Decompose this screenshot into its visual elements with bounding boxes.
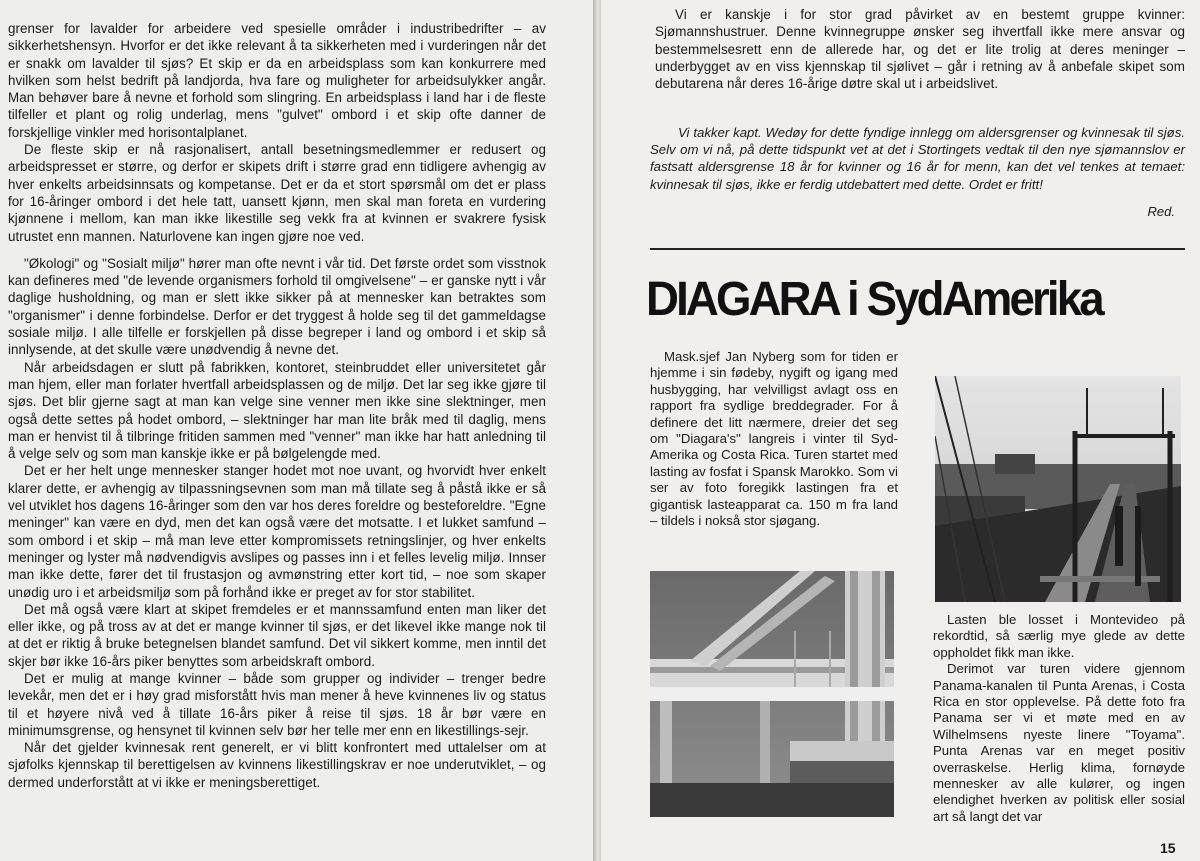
- editor-note-text: Vi takker kapt. Wedøy for dette fyndige innlegg om aldersgrenser og kvinnesak til sjøs. Selv om vi nå, på dette tidspunkt vet at det i Stortingets vedtak til den nye sjømannslov er fastsatt aldersgrense 18 år for kvinner og 16 år for menn, kan det vel tenkes at temaet: kvinnesak til sjøs, ikke er ferdig utdebattert med dette. Ordet er fritt!: [650, 125, 1185, 192]
- left-page: [0, 0, 593, 861]
- editor-note: [650, 124, 1185, 193]
- left-article-column: [8, 20, 546, 791]
- editor-signature: Red.: [1147, 204, 1175, 219]
- photo-caption-column: [933, 612, 1185, 825]
- left-paragraph-2: De fleste skip er nå rasjonalisert, antall besetningsmedlemmer er redusert og arbeidspresset er større, og derfor er skipets drift i større grad enn tidligere avhengig av hver enkelts arbeidsinnsats og kompetanse. Det er da et stort spørsmål om det er plass for 16-åringer ombord i det hele tatt, uansett kjønn, men skal man foreta en vurdering kjønnene i mellom, kan man ikke likestille seg vekk fra at kvinnen er svakrere fysisk utrustet enn mannen. Naturlovene kan ingen gjøre noe ved.: [8, 142, 546, 244]
- right-intro-paragraph: Vi er kanskje i for stor grad påvirket av en bestemt gruppe kvinner: Sjømannshustruer. Denne kvinnegruppe ønsker seg ihvertfall ikke mere ansvar og bestemmelsesrett enn de allerede har, og det er lite trolig at deres meninger – underbygget av en viss kjennskap til sjølivet – går i retning av å anbefale skipet som debutarena når deres 16-årige døtre skal ut i arbeidslivet.: [655, 7, 1185, 92]
- loading-crane-illustration: [650, 571, 894, 817]
- page-gutter: [593, 0, 601, 861]
- ship-deck-illustration: [935, 376, 1181, 602]
- section-divider: [650, 248, 1185, 250]
- left-paragraph-6: Det må også være klart at skipet fremdeles er et mannssamfund enten man liker det eller ikke, og på tross av at det er mange kvinner til sjøs, er det likevel ikke mange nok til at det er riktig å bruke betegnelsen blandet samfund. Det vil sikkert komme, men inntil det skjer bør ikke 16-års piker benyttes som arbeidskraft ombord.: [8, 601, 546, 669]
- caption-paragraph-2: Derimot var turen videre gjennom Panama-kanalen til Punta Arenas, i Costa Rica en stor opplevelse. På dette foto fra Panama ser vi et møte med en av Wilhelmsens nyeste linere "Toyama". Punta Arenas var en meget positiv overraskelse. Herlig klima, fornøyde mennesker av alle kulører, og ingen elendighet hverken av politisk eller sosial art så langt det var: [933, 661, 1185, 824]
- right-intro-text: [655, 6, 1185, 92]
- caption-paragraph-1: Lasten ble losset i Montevideo på rekordtid, så særlig mye glede av dette oppholdet fikk man ikke.: [933, 612, 1185, 660]
- page-number: 15: [1160, 840, 1176, 856]
- left-paragraph-1: grenser for lavalder for arbeidere ved spesielle områder i industribedrifter – av sikkerhetshensyn. Hvorfor er det ikke relevant å ta sikkerheten med i vurderingen når det er snakk om lavalder til sjøs? Et skip er da en arbeidsplass som kan konkurrere med hvilken som helst bedrift på landjorda, hva fare og muligheter for arbeidsulykker angår. Man behøver bare å nevne et forhold som slingring. En arbeidsplass i land har i de fleste tilfeller et plant og rolig underlag, mens "gulvet" ombord i et skip ofte danner de forskjellige vinkler med horisontalplanet.: [8, 21, 546, 140]
- left-paragraph-7: Det er mulig at mange kvinner – både som grupper og individer – trenger bedre levekår, men det er i høy grad misforstått hvis man mener å heve kvinnenes liv og status til et høyere nivå ved å tillate 16-års piker å reise til sjøs. 18 år bør være en minimumsgrense, og hensynet til kvinnen selv bør her telle mer enn en likestillings-sejr.: [8, 670, 546, 738]
- loading-crane-photo: [650, 571, 894, 817]
- left-paragraph-3: "Økologi" og "Sosialt miljø" hører man ofte nevnt i vår tid. Det første ordet som visstnok kan defineres med "de levende organismers forhold til omgivelsene" – er ganske nytt i vår daglige husholdning, og man er slett ikke sikker på at mennesker kan betraktes som "organismer" i denne forbindelse. Derfor er det tryggest å holde seg til det gammeldagse sosiale miljø. I alle tilfelle er forskjellen på disse begreper i land og ombord i et skip så innlysende, at det skulle være unødvendig å nevne det.: [8, 255, 546, 358]
- left-paragraph-5: Det er her helt unge mennesker stanger hodet mot noe uvant, og hvorvidt hver enkelt klarer dette, er avhengig av tilpassningsevnen som man må tillate seg å påstå ikke er så vel utviklet hos dagens 16-åringer som den var hos deres foreldre og besteforeldre. "Egne meninger" kan være en dyd, men det kan også være det motsatte. I et lukket samfund – som ombord i et skip – må man leve etter kompromissets retningslinjer, og hver enkelts meninger og lyster må nødvendigvis avslipes og passes inn i et felles levelig miljø. Innser man ikke dette, fører det til frustasjon og avmønstring etter kort tid, – noe som skaper unødig uro i et arbeidsmiljø som på forhånd ikke er preget av for stor stabilitet.: [8, 463, 546, 600]
- ship-deck-photo: [935, 376, 1181, 602]
- left-paragraph-4: Når arbeidsdagen er slutt på fabrikken, kontoret, steinbruddet eller universitetet går man hjem, eller man forlater hvertfall arbeidsplassen og de miljø. Det lar seg ikke gjøre til sjøs. Det blir gjerne sagt at man kan velge sine venner men ikke sine slektninger, men også dette settes på hodet ombord, – slektninger har man lite bråk med til daglig, mens man er henvist til å tilbringe fritiden sammen med "venner" man ikke har hatt anledning til å velge selv og som man kanskje ikke er på bølgelengde med.: [8, 359, 546, 462]
- article-intro-paragraph: Mask.sjef Jan Nyberg som for tiden er hjemme i sin fødeby, nygift og igang med husbygging, har velvilligst avlagt oss en rapport fra sydlige breddegrader. For å definere det litt nærmere, dreier det seg om "Diagara's" langreis i vinter til Syd-Amerika og Costa Rica. Turen startet med lasting av fosfat i Spansk Marokko. Som vi ser av foto foregikk lastingen fra et gigantisk lasteapparat ca. 150 m fra land – tildels i nokså stor sjøgang.: [650, 349, 898, 529]
- left-paragraph-8: Når det gjelder kvinnesak rent generelt, er vi blitt konfrontert med uttalelser om at sjøfolks kjennskap til berettigelsen av kvinnens likestillingskrav er noe underutviklet, – og dermed underforstått at vi ikke er meningsberettiget.: [8, 740, 546, 790]
- article-intro-column: [650, 349, 898, 529]
- article-headline: DIAGARA i SydAmerika: [646, 273, 1102, 326]
